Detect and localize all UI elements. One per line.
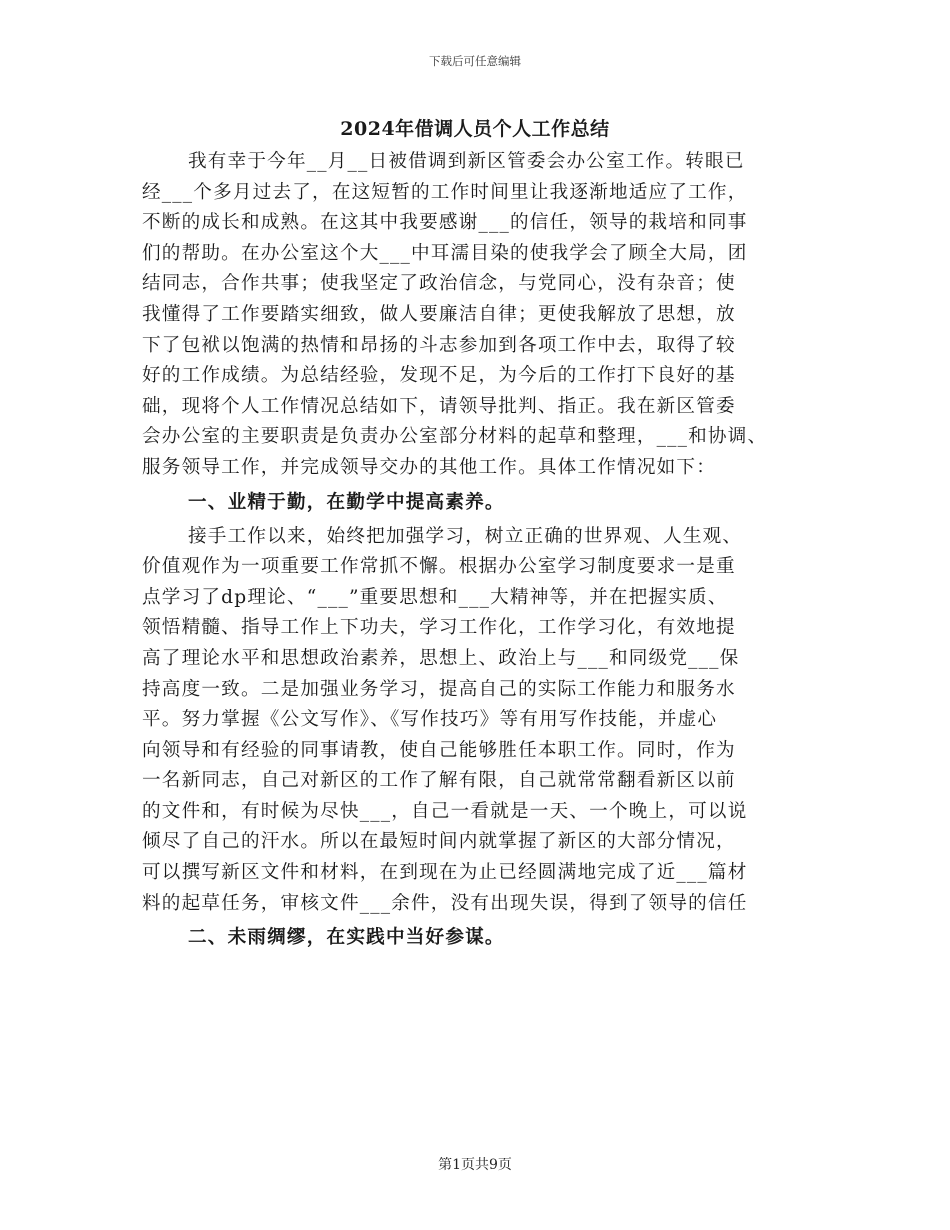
body-line: 经___个多月过去了，在这短暂的工作时间里让我逐渐地适应了工作，	[142, 181, 748, 203]
document-body	[142, 147, 822, 957]
body-line: 倾尽了自己的汗水。所以在最短时间内就掌握了新区的大部分情况，	[142, 831, 736, 853]
body-line: 向领导和有经验的同事请教，使自己能够胜任本职工作。同时，作为	[142, 739, 736, 761]
section-heading-2: 二、未雨绸缪，在实践中当好参谋。	[188, 927, 505, 949]
page-header-note: 下载后可任意编辑	[429, 54, 521, 68]
document-title: 2024年借调人员个人工作总结	[340, 118, 610, 140]
body-line: 一名新同志，自己对新区的工作了解有限，自己就常常翻看新区以前	[142, 770, 736, 792]
body-line: 可以撰写新区文件和材料，在到现在为止已经圆满地完成了近___篇材	[142, 862, 748, 884]
body-line: 服务领导工作，并完成领导交办的其他工作。具体工作情况如下：	[142, 456, 717, 478]
body-line: 持高度一致。二是加强业务学习，提高自己的实际工作能力和服务水	[142, 678, 736, 700]
body-line: 我有幸于今年__月__日被借调到新区管委会办公室工作。转眼已	[188, 151, 745, 172]
section-heading-1: 一、业精于勤，在勤学中提高素养。	[188, 491, 505, 513]
body-line: 好的工作成绩。为总结经验，发现不足，为今后的工作打下良好的基	[142, 365, 736, 387]
body-line: 不断的成长和成熟。在这其中我要感谢___的信任，领导的栽培和同事	[142, 212, 748, 234]
body-line: 料的起草任务，审核文件___余件，没有出现失误，得到了领导的信任	[142, 892, 748, 914]
page-number: 第1页共9页	[438, 1157, 512, 1173]
body-line: 领悟精髓、指导工作上下功夫，学习工作化，工作学习化，有效地提	[142, 617, 736, 639]
body-line: 平。努力掌握《公文写作》、《写作技巧》等有用写作技能，并虚心	[142, 709, 718, 731]
body-line: 们的帮助。在办公室这个大___中耳濡目染的使我学会了顾全大局，团	[142, 242, 748, 264]
body-line: 结同志，合作共事；使我坚定了政治信念，与党同心，没有杂音；使	[142, 273, 736, 295]
body-line: 的文件和，有时候为尽快___，自己一看就是一天、一个晚上，可以说	[142, 800, 748, 822]
body-line: 我懂得了工作要踏实细致，做人要廉洁自律；更使我解放了思想，放	[142, 303, 736, 325]
body-line: 高了理论水平和思想政治素养，思想上、政治上与___和同级党___保	[142, 647, 740, 669]
body-line: 点学习了dp理论、“___”重要思想和___大精神等，并在把握实质、	[142, 586, 728, 608]
body-line: 下了包袱以饱满的热情和昂扬的斗志参加到各项工作中去，取得了较	[142, 334, 736, 356]
body-line: 础，现将个人工作情况总结如下，请领导批判、指正。我在新区管委	[142, 395, 736, 417]
body-line: 价值观作为一项重要工作常抓不懈。根据办公室学习制度要求一是重	[142, 556, 736, 578]
body-line: 会办公室的主要职责是负责办公室部分材料的起草和整理，___和协调、	[142, 426, 768, 448]
body-line: 接手工作以来，始终把加强学习，树立正确的世界观、人生观、	[188, 525, 743, 547]
